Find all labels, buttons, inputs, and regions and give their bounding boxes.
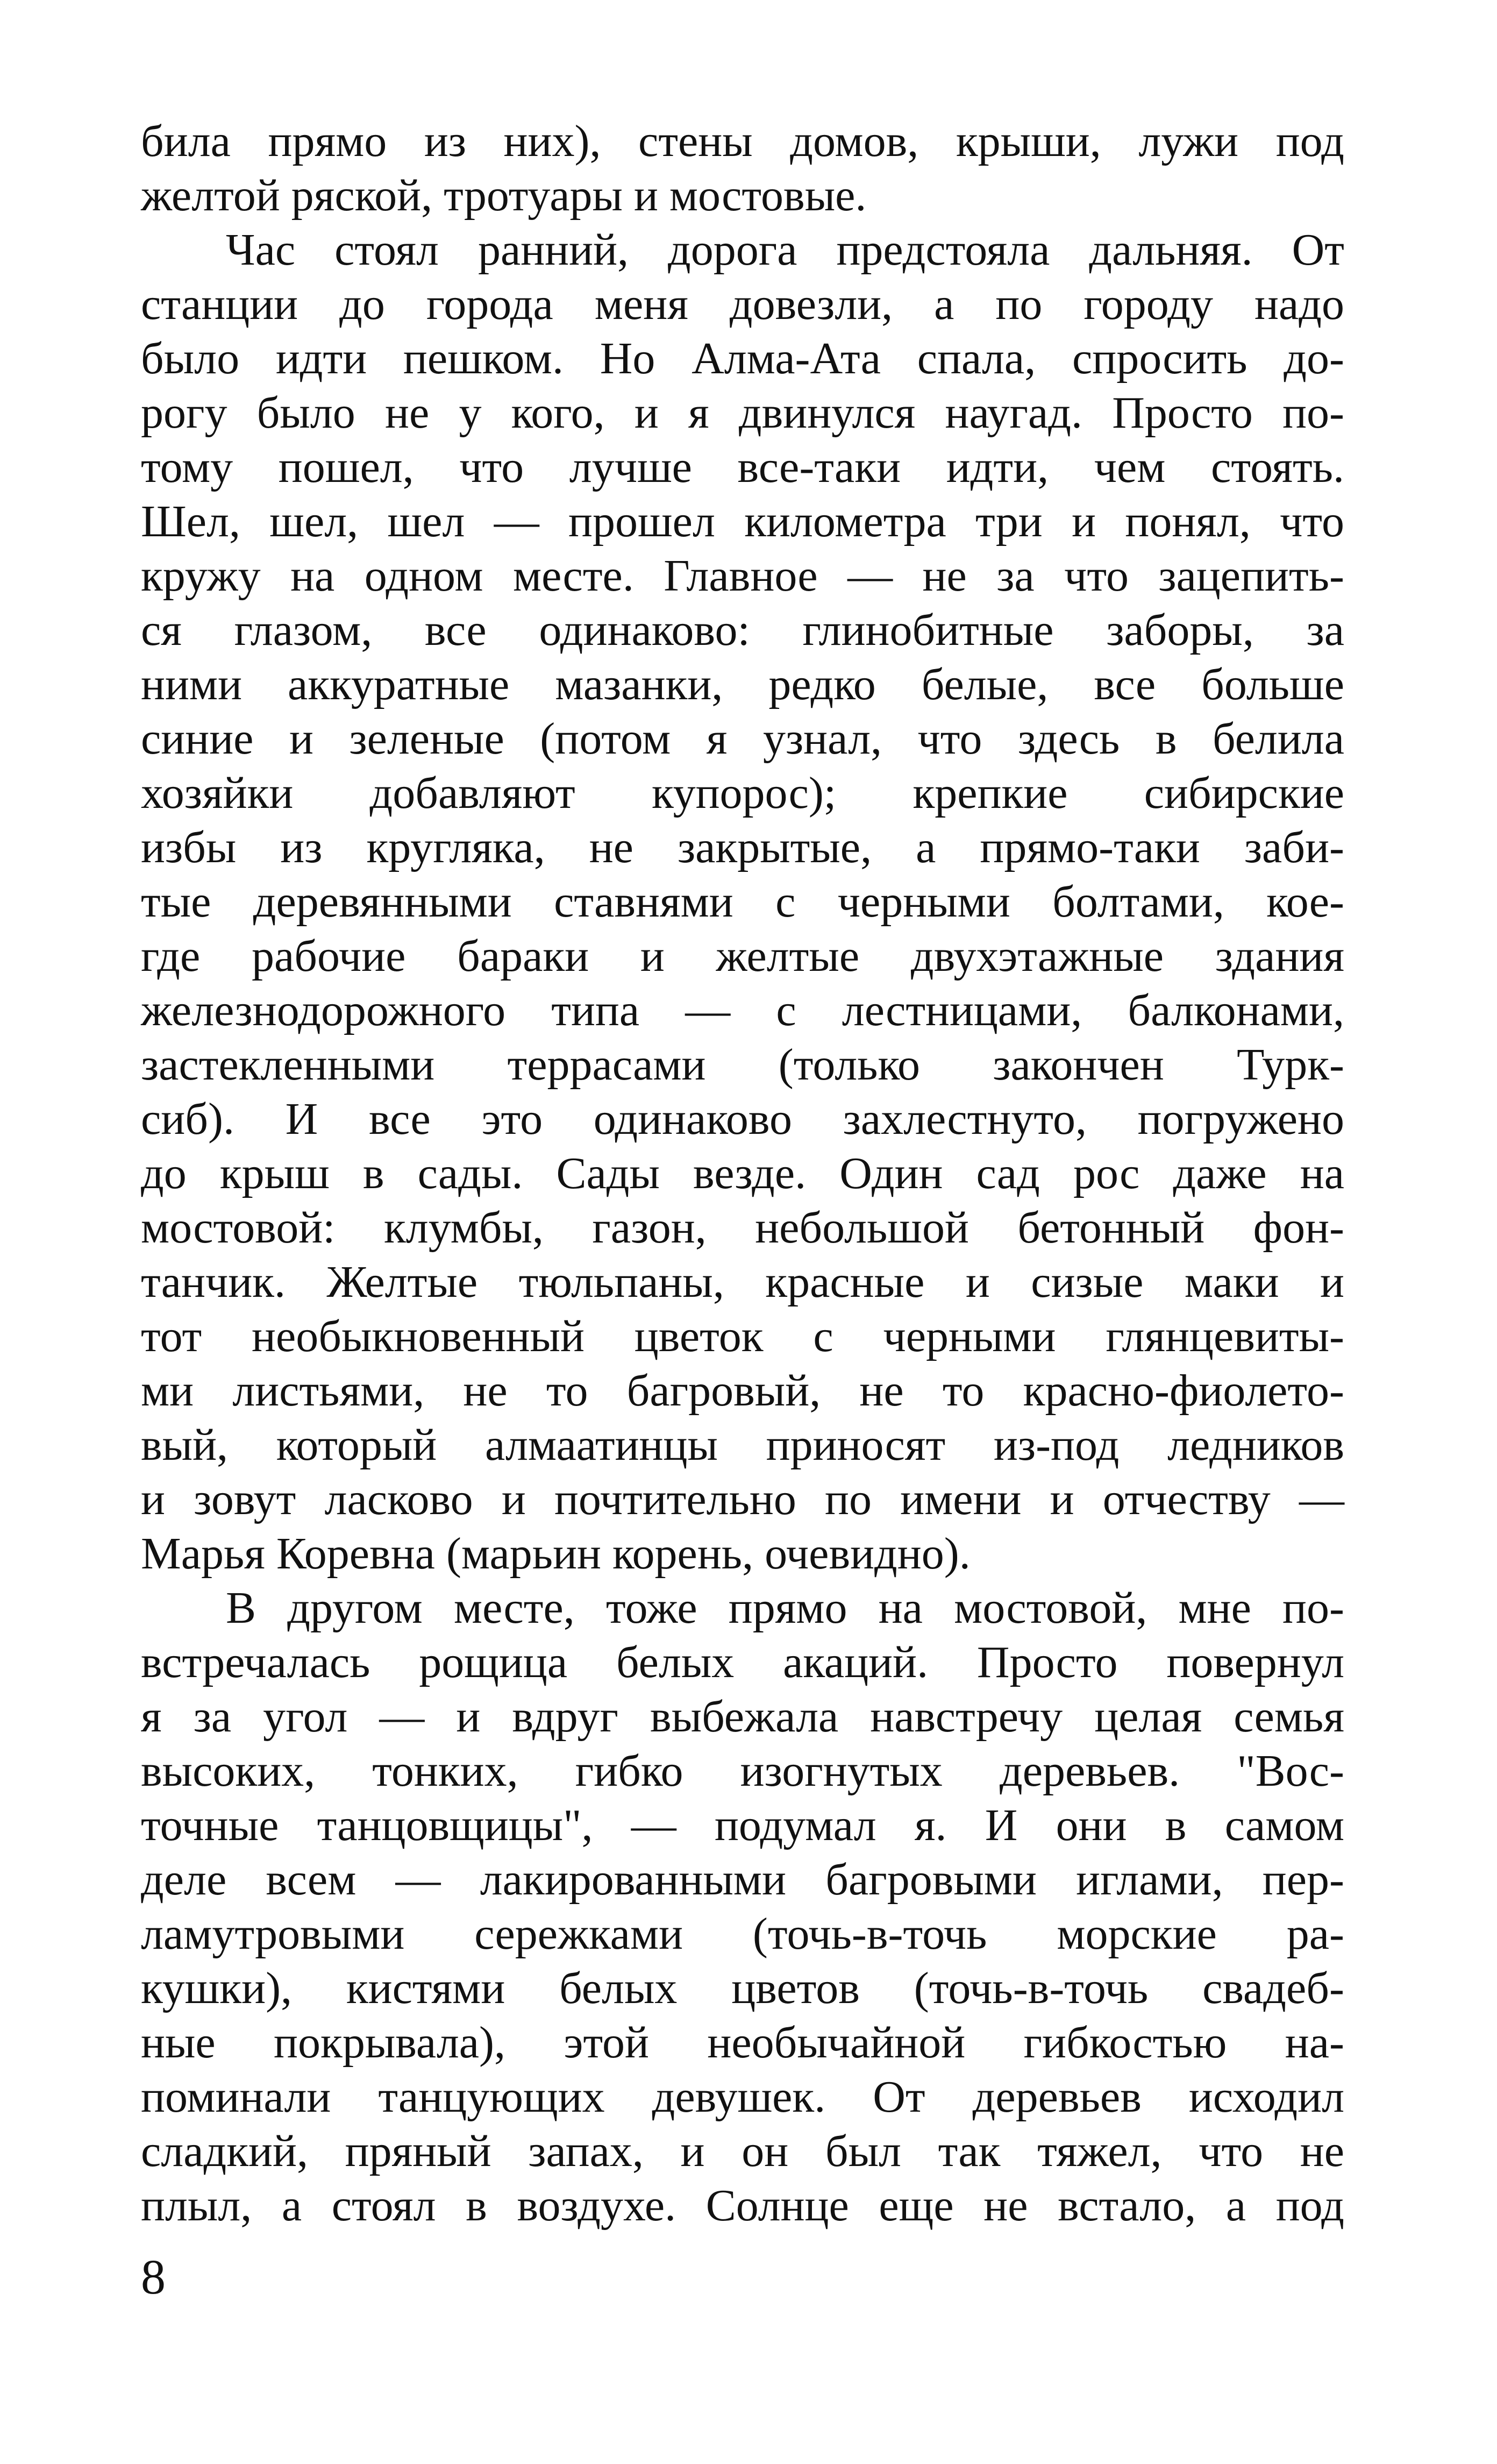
text-line: рогу было не у кого, и я двинулся наугад. Просто по- (141, 388, 1344, 438)
text-line: ные покрывала), этой необычайной гибкостью на- (141, 2018, 1344, 2068)
text-line: ламутровыми сережками (точь-в-точь морские ра- (141, 1909, 1344, 1959)
text-line: мостовой: клумбы, газон, небольшой бетонный фон- (141, 1203, 1344, 1253)
text-line: вый, который алмаатинцы приносят из-под ледников (141, 1420, 1344, 1470)
text-line: станции до города меня довезли, а по городу надо (141, 279, 1344, 329)
text-line: поминали танцующих девушек. От деревьев исходил (141, 2072, 1344, 2122)
text-line: точные танцовщицы", — подумал я. И они в самом (141, 1800, 1344, 1850)
body-text (141, 114, 1344, 2233)
text-line: застекленными террасами (только закончен Турк- (141, 1040, 1344, 1090)
text-line: деле всем — лакированными багровыми иглами, пер- (141, 1855, 1344, 1905)
text-line: синие и зеленые (потом я узнал, что здесь в белила (141, 714, 1344, 764)
text-line: ся глазом, все одинаково: глинобитные заборы, за (141, 605, 1344, 655)
text-line: встречалась рощица белых акаций. Просто повернул (141, 1637, 1344, 1687)
text-line: Марья Коревна (марьин корень, очевидно). (141, 1529, 971, 1579)
text-line: и зовут ласково и почтительно по имени и отчеству — (141, 1474, 1344, 1524)
text-line: было идти пешком. Но Алма-Ата спала, спросить до- (141, 333, 1344, 384)
text-line: ними аккуратные мазанки, редко белые, все больше (141, 659, 1344, 709)
text-line: кружу на одном месте. Главное — не за что зацепить- (141, 551, 1344, 601)
text-line: высоких, тонких, гибко изогнутых деревьев. "Вос- (141, 1746, 1344, 1796)
text-line: ми листьями, не то багровый, не то красно-фиолето- (141, 1366, 1344, 1416)
paragraph-start-line: В другом месте, тоже прямо на мостовой, мне по- (226, 1583, 1344, 1633)
text-line: тому пошел, что лучше все-таки идти, чем стоять. (141, 442, 1344, 492)
text-line: тые деревянными ставнями с черными болтами, кое- (141, 877, 1344, 927)
text-line: танчик. Желтые тюльпаны, красные и сизые маки и (141, 1257, 1344, 1307)
text-line: Шел, шел, шел — прошел километра три и понял, что (141, 496, 1344, 546)
text-line: плыл, а стоял в воздухе. Солнце еще не встало, а под (141, 2181, 1344, 2231)
text-line: желтой ряской, тротуары и мостовые. (141, 171, 867, 221)
text-line: тот необыкновенный цветок с черными глянцевиты- (141, 1311, 1344, 1361)
text-line: сиб). И все это одинаково захлестнуто, погружено (141, 1094, 1344, 1144)
text-line: хозяйки добавляют купорос); крепкие сибирские (141, 768, 1344, 818)
text-line: до крыш в сады. Сады везде. Один сад рос даже на (141, 1148, 1344, 1198)
paragraph-start-line: Час стоял ранний, дорога предстояла дальняя. От (226, 225, 1344, 275)
text-line: била прямо из них), стены домов, крыши, лужи под (141, 116, 1344, 166)
text-line: я за угол — и вдруг выбежала навстречу целая семья (141, 1692, 1344, 1742)
text-line: избы из кругляка, не закрытые, а прямо-таки заби- (141, 822, 1344, 872)
text-line: где рабочие бараки и желтые двухэтажные здания (141, 931, 1344, 981)
text-line: кушки), кистями белых цветов (точь-в-точь свадеб- (141, 1963, 1344, 2013)
page-number: 8 (141, 2249, 166, 2304)
text-line: сладкий, пряный запах, и он был так тяжел, что не (141, 2126, 1344, 2176)
text-line: железнодорожного типа — с лестницами, балконами, (141, 985, 1344, 1035)
